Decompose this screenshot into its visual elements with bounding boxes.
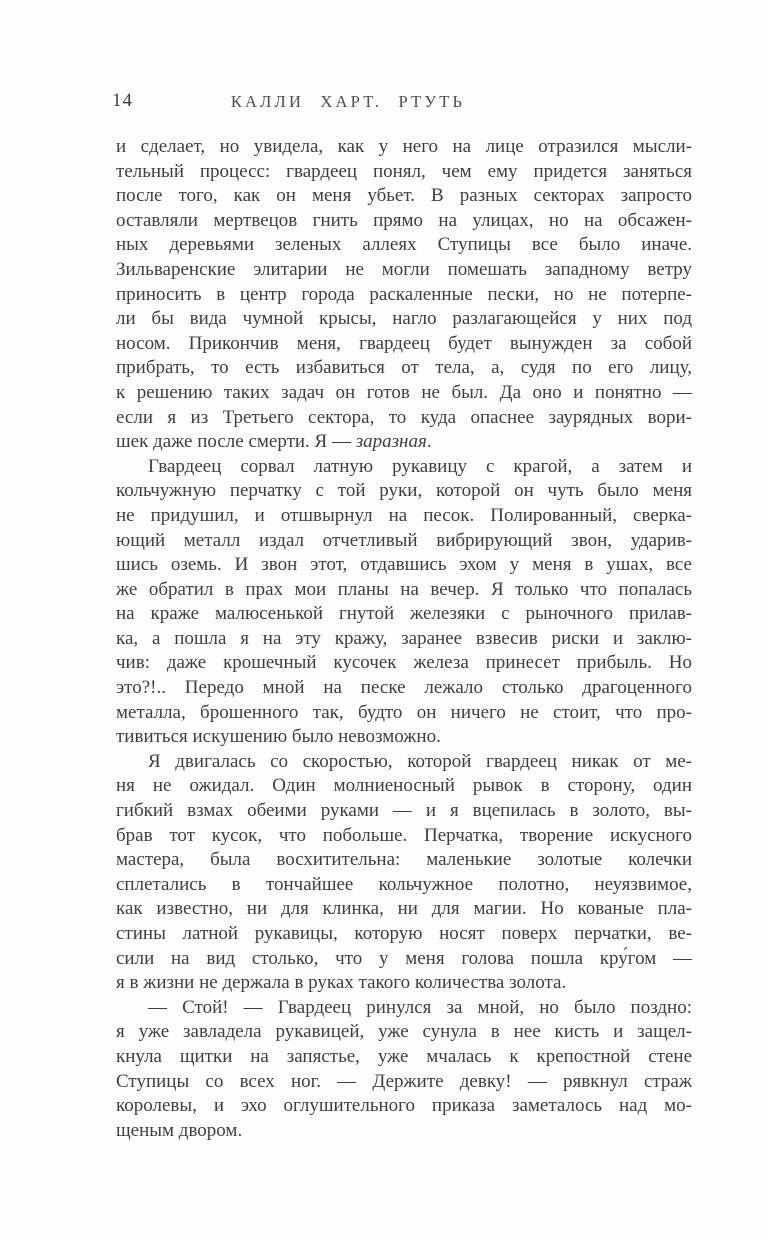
text-line xyxy=(116,553,692,578)
text-segment: — Стой! — Гвардеец ринулся за мной, но было поздно: xyxy=(148,996,692,1018)
text-segment: ня не ожидал. Один молниеносный рывок в сторону, один xyxy=(116,775,692,797)
text-segment: Ступицы со всех ног. — Держите девку! — рявкнул страж xyxy=(116,1070,692,1092)
text-segment: шись оземь. И звон этот, отдавшись эхом у меня в ушах, все xyxy=(116,554,692,576)
text-segment: к решению таких задач он готов не был. Да оно и понятно — xyxy=(116,381,692,403)
text-line xyxy=(116,356,692,381)
paragraph xyxy=(116,135,692,455)
text-line xyxy=(116,676,692,701)
text-line xyxy=(116,135,692,160)
text-line xyxy=(116,332,692,357)
text-line xyxy=(116,848,692,873)
text-line xyxy=(116,1094,692,1119)
text-line xyxy=(116,455,692,480)
text-line xyxy=(116,774,692,799)
body-text xyxy=(116,135,692,1143)
text-segment: щеным двором. xyxy=(116,1119,243,1141)
text-segment: я уже завладела рукавицей, уже сунула в нее кисть и защел- xyxy=(116,1021,692,1043)
text-line xyxy=(116,1119,692,1144)
text-line xyxy=(116,750,692,775)
text-segment: я в жизни не держала в руках такого количества золота. xyxy=(116,972,567,994)
text-line xyxy=(116,307,692,332)
text-line xyxy=(116,627,692,652)
text-segment: же обратил в прах мои планы на вечер. Я только что попалась xyxy=(116,578,692,600)
text-line xyxy=(116,897,692,922)
text-line xyxy=(116,1045,692,1070)
text-line xyxy=(116,971,692,996)
text-line xyxy=(116,529,692,554)
text-line xyxy=(116,283,692,308)
text-line xyxy=(116,602,692,627)
text-line xyxy=(116,1020,692,1045)
page-number: 14 xyxy=(112,90,133,111)
text-segment: гибкий взмах обеими руками — и я вцепилась в золото, вы- xyxy=(116,800,692,822)
text-line xyxy=(116,184,692,209)
text-line xyxy=(116,799,692,824)
text-line xyxy=(116,381,692,406)
running-header: КАЛЛИ ХАРТ. РТУТЬ xyxy=(230,92,466,111)
text-line xyxy=(116,258,692,283)
text-line xyxy=(116,701,692,726)
text-segment: королевы, и эхо оглушительного приказа заметалось над мо- xyxy=(116,1095,692,1117)
text-segment: металла, брошенного так, будто он ничего не стоит, что про- xyxy=(116,701,692,723)
text-segment: не придушил, и отшвырнул на песок. Полированный, сверка- xyxy=(116,504,692,526)
text-segment: кольчужную перчатку с той руки, которой он чуть было меня xyxy=(116,480,692,502)
text-line xyxy=(116,922,692,947)
text-segment: шек даже после смерти. Я — xyxy=(116,431,356,453)
text-line xyxy=(116,725,692,750)
text-segment: кнула щитки на запястье, уже мчалась к крепостной стене xyxy=(116,1045,692,1067)
text-segment: это?!.. Передо мной на песке лежало столько драгоценного xyxy=(116,677,692,699)
text-segment: после того, как он меня убьет. В разных секторах запросто xyxy=(116,185,692,207)
paragraph xyxy=(116,750,692,996)
text-line xyxy=(116,233,692,258)
text-line xyxy=(116,824,692,849)
text-segment: мастера, была восхитительна: маленькие золотые колечки xyxy=(116,849,692,871)
text-segment: сплетались в тончайшее кольчужное полотно, неуязвимое, xyxy=(116,873,692,895)
text-line xyxy=(116,651,692,676)
text-segment: . xyxy=(426,431,432,453)
paragraph xyxy=(116,455,692,750)
text-segment: как известно, ни для клинка, ни для магии. Но кованые пла- xyxy=(116,898,692,920)
text-line xyxy=(116,1070,692,1095)
text-segment: тельный процесс: гвардеец понял, чем ему придется заняться xyxy=(116,160,692,182)
text-line xyxy=(116,504,692,529)
text-segment: ющий металл издал отчетливый вибрирующий звон, ударив- xyxy=(116,529,692,551)
text-line xyxy=(116,479,692,504)
text-segment: ных деревьями зеленых аллеях Ступицы все было иначе. xyxy=(116,234,692,256)
text-segment: брав тот кусок, что побольше. Перчатка, творение искусного xyxy=(116,824,692,846)
text-line xyxy=(116,873,692,898)
text-segment: сили на вид столько, что у меня голова пошла кру́гом — xyxy=(116,947,692,969)
text-line xyxy=(116,578,692,603)
text-segment: на краже малюсенькой гнутой железяки с рыночного прилав- xyxy=(116,603,692,625)
text-segment: приносить в центр города раскаленные пески, но не потерпе- xyxy=(116,283,692,305)
paragraph xyxy=(116,996,692,1144)
text-segment: чив: даже крошечный кусочек железа принесет прибыль. Но xyxy=(116,652,692,674)
italic-text: заразная xyxy=(355,431,427,453)
text-segment: тивиться искушению было невозможно. xyxy=(116,726,441,748)
text-segment: ка, а пошла я на эту кражу, заранее взвесив риски и заклю- xyxy=(116,627,692,649)
text-segment: Зильваренские элитарии не могли помешать западному ветру xyxy=(116,258,692,280)
text-segment: носом. Прикончив меня, гвардеец будет вынужден за собой xyxy=(116,332,692,354)
text-segment: Я двигалась со скоростью, которой гвардеец никак от ме- xyxy=(148,750,692,772)
text-line xyxy=(116,947,692,972)
text-segment: и сделает, но увидела, как у него на лице отразился мысли- xyxy=(116,136,692,157)
text-segment: оставляли мертвецов гнить прямо на улицах, но на обсажен- xyxy=(116,209,692,231)
text-line xyxy=(116,430,692,455)
text-line xyxy=(116,160,692,185)
text-line xyxy=(116,406,692,431)
text-line xyxy=(116,209,692,234)
text-segment: если я из Третьего сектора, то куда опаснее заурядных вори- xyxy=(116,406,692,428)
text-segment: стины латной рукавицы, которую носят поверх перчатки, ве- xyxy=(116,923,692,944)
text-segment: прибрать, то есть избавиться от тела, а, судя по его лицу, xyxy=(116,357,692,379)
text-line xyxy=(116,996,692,1021)
text-segment: ли бы вида чумной крысы, нагло разлагающейся у них под xyxy=(116,308,692,330)
text-segment: Гвардеец сорвал латную рукавицу с крагой, а затем и xyxy=(148,455,692,477)
